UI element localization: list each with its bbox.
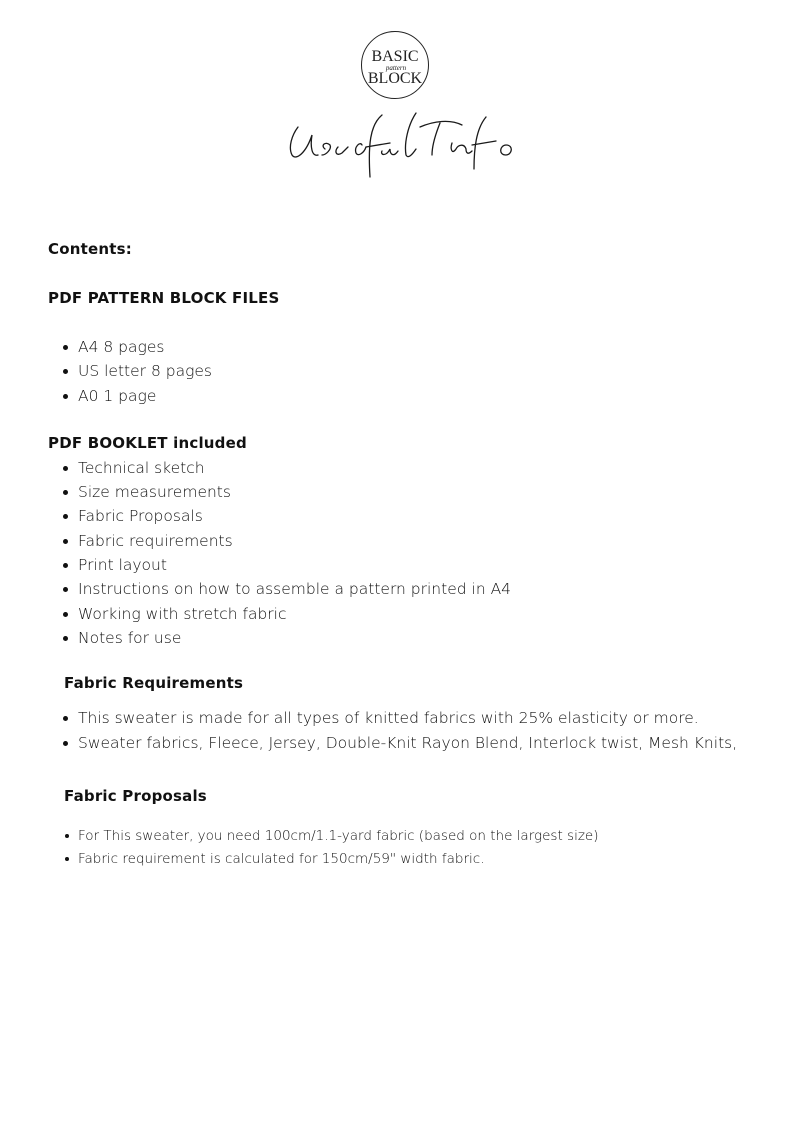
list-item: For This sweater, you need 100cm/1.1-yard fabric (based on the largest size) bbox=[78, 825, 760, 848]
list-item: Notes for use bbox=[78, 626, 760, 650]
list-item: Working with stretch fabric bbox=[78, 602, 760, 626]
list-item: Size measurements bbox=[78, 480, 760, 504]
list-item: Print layout bbox=[78, 553, 760, 577]
list-item: Instructions on how to assemble a pattern printed in A4 bbox=[78, 577, 760, 601]
list-item: Technical sketch bbox=[78, 456, 760, 480]
fabric-requirements-list bbox=[48, 706, 760, 755]
page-title-script bbox=[270, 105, 530, 185]
list-item: Fabric Proposals bbox=[78, 504, 760, 528]
booklet-heading: PDF BOOKLET included bbox=[48, 433, 247, 452]
document-body bbox=[48, 238, 760, 871]
list-item: A0 1 page bbox=[78, 384, 760, 408]
contents-label: Contents: bbox=[48, 240, 132, 258]
booklet-list bbox=[48, 456, 760, 650]
list-item: Fabric requirements bbox=[78, 529, 760, 553]
pattern-files-list bbox=[48, 335, 760, 408]
logo-text-basic: BASIC bbox=[371, 48, 419, 65]
fabric-proposals-list bbox=[48, 825, 760, 871]
list-item: A4 8 pages bbox=[78, 335, 760, 359]
fabric-requirements-heading: Fabric Requirements bbox=[64, 674, 244, 693]
pattern-files-heading: PDF PATTERN BLOCK FILES bbox=[48, 289, 280, 307]
list-item: Sweater fabrics, Fleece, Jersey, Double-Knit Rayon Blend, Interlock twist, Mesh Knits, bbox=[78, 731, 760, 755]
list-item: This sweater is made for all types of knitted fabrics with 25% elasticity or more. bbox=[78, 706, 760, 730]
page-title-text: Useful Info bbox=[270, 105, 276, 106]
list-item: US letter 8 pages bbox=[78, 359, 760, 383]
logo-text-block: BLOCK bbox=[367, 70, 423, 87]
logo-text-pattern: pattern bbox=[385, 64, 407, 72]
fabric-proposals-heading: Fabric Proposals bbox=[64, 786, 207, 805]
brand-logo bbox=[360, 30, 430, 100]
list-item: Fabric requirement is calculated for 150cm/59" width fabric. bbox=[78, 848, 760, 871]
